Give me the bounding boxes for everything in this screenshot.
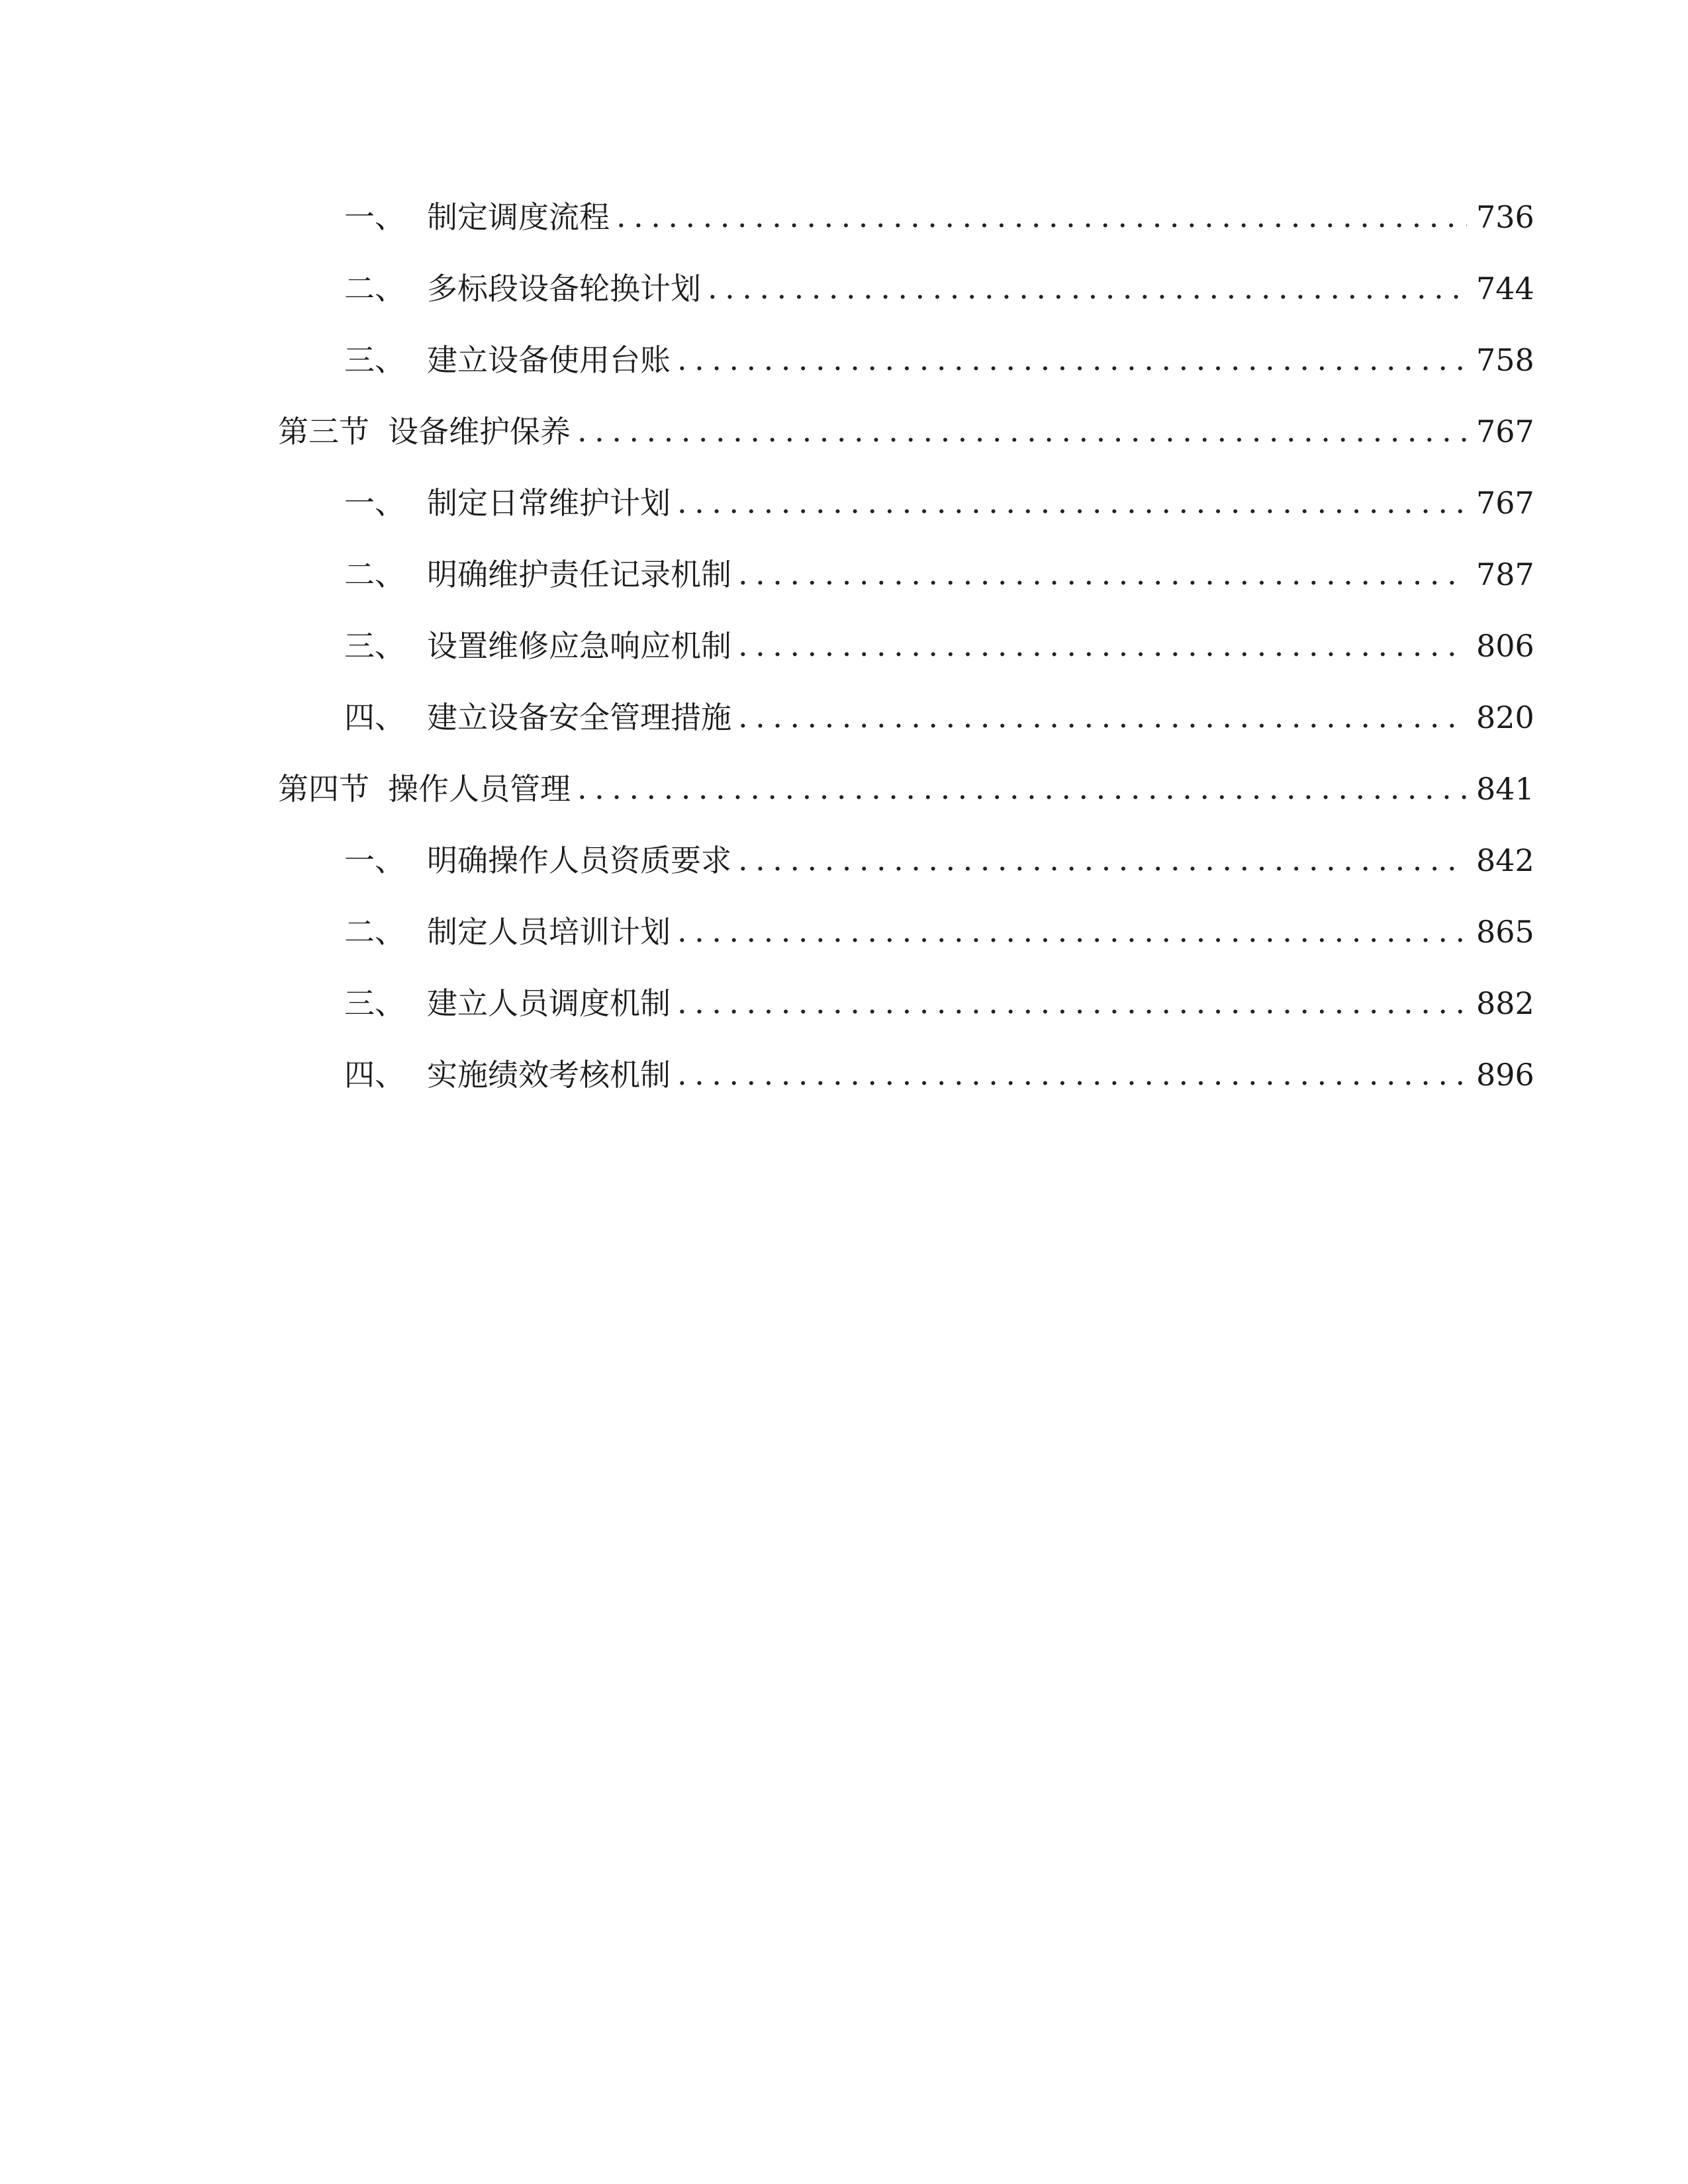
toc-page-number: 841 [1476,771,1534,807]
toc-entry-marker: 三、 [344,628,405,664]
toc-leader-dots [738,549,1467,600]
toc-entry-marker: 二、 [344,271,405,306]
toc-page-number: 758 [1476,342,1534,378]
toc-leader-dots [577,764,1467,814]
toc-entry[interactable] [344,835,1534,886]
toc-entry-title: 制定人员培训计划 [427,914,671,950]
toc-entry-title: 设备维护保养 [388,414,571,449]
toc-leader-dots [708,263,1467,314]
toc-entry[interactable] [344,263,1534,314]
toc-entry[interactable] [344,192,1534,242]
toc-entry-marker: 二、 [344,557,405,592]
toc-entry-title: 明确维护责任记录机制 [427,557,731,592]
toc-entry-title: 设置维修应急响应机制 [427,628,731,664]
toc-leader-dots [738,692,1467,743]
toc-entry[interactable] [344,978,1534,1028]
toc-section-entry[interactable] [278,406,1534,457]
toc-leader-dots [677,335,1467,385]
toc-entry-marker: 三、 [344,985,405,1021]
toc-page-number: 767 [1476,485,1534,521]
toc-entry-title: 明确操作人员资质要求 [427,842,731,878]
toc-entry-marker: 一、 [344,485,405,521]
toc-section-label: 第四节 [278,771,369,807]
toc-page-number: 787 [1476,557,1534,592]
toc-page-number: 767 [1476,414,1534,449]
toc-entry-marker: 四、 [344,1057,405,1093]
toc-entry-title: 制定日常维护计划 [427,485,671,521]
toc-entry-title: 实施绩效考核机制 [427,1057,671,1093]
toc-entry-marker: 一、 [344,199,405,235]
toc-page-number: 882 [1476,985,1534,1021]
toc-entry-title: 操作人员管理 [388,771,571,807]
toc-leader-dots [616,192,1467,242]
toc-page-number: 820 [1476,700,1534,735]
toc-page-number: 744 [1476,271,1534,306]
toc-page-number: 842 [1476,842,1534,878]
toc-entry[interactable] [344,335,1534,385]
toc-entry[interactable] [344,621,1534,671]
toc-leader-dots [677,907,1467,957]
toc-page-number: 736 [1476,199,1534,235]
toc-entry[interactable] [344,1050,1534,1100]
toc-entry-title: 建立人员调度机制 [427,985,671,1021]
toc-entry-marker: 三、 [344,342,405,378]
toc-section-entry[interactable] [278,764,1534,814]
toc-entry[interactable] [344,478,1534,528]
toc-entry[interactable] [344,549,1534,600]
toc-page-number: 865 [1476,914,1534,950]
toc-page-number: 806 [1476,628,1534,664]
toc-entry[interactable] [344,692,1534,743]
toc-leader-dots [677,478,1467,528]
toc-entry-title: 建立设备安全管理措施 [427,700,731,735]
toc-entry[interactable] [344,907,1534,957]
toc-leader-dots [577,406,1467,457]
toc-leader-dots [677,1050,1467,1100]
toc-entry-marker: 二、 [344,914,405,950]
toc-leader-dots [677,978,1467,1028]
toc-entry-marker: 一、 [344,842,405,878]
toc-entry-marker: 四、 [344,700,405,735]
toc-entry-title: 制定调度流程 [427,199,610,235]
toc-entry-title: 建立设备使用台账 [427,342,671,378]
toc-entry-title: 多标段设备轮换计划 [427,271,701,306]
toc-leader-dots [738,621,1467,671]
toc-page-number: 896 [1476,1057,1534,1093]
toc-leader-dots [738,835,1467,886]
toc-section-label: 第三节 [278,414,369,449]
